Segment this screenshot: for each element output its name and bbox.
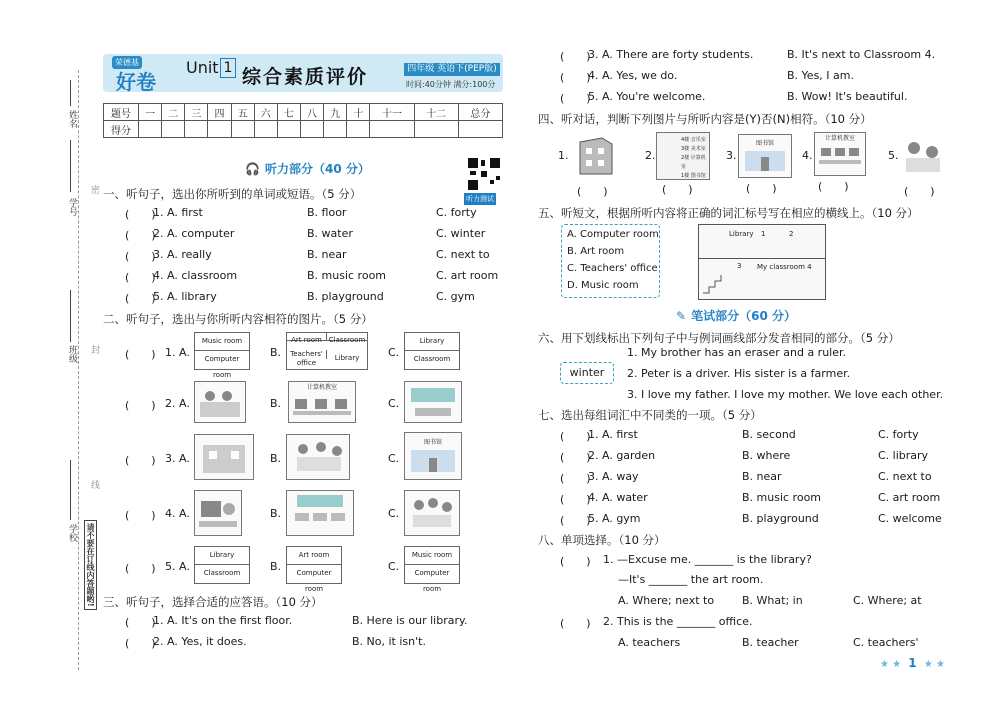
pic-label: Library <box>195 547 249 565</box>
score-value-row <box>104 121 503 138</box>
s3-answer-paren[interactable]: ( ) <box>125 616 156 629</box>
s7-answer-paren[interactable]: ( ) <box>560 430 591 443</box>
time-info: 时间:40分钟 满分:100分 <box>406 80 496 89</box>
s7-option-b: B. where <box>742 449 791 462</box>
s7-answer-paren[interactable]: ( ) <box>560 451 591 464</box>
pic-label: 3楼 美术室 <box>681 146 706 152</box>
s5-option: C. Teachers' office <box>567 263 658 274</box>
score-header-cell: 七 <box>277 104 300 121</box>
pic-label: Computer room <box>296 569 332 593</box>
s5-option: D. Music room <box>567 280 639 291</box>
s4-num-5: 5. <box>888 149 899 162</box>
s2-q4-c: C. <box>388 507 400 520</box>
s1-option-b: B. water <box>307 227 353 240</box>
s3-answer-paren[interactable]: ( ) <box>125 637 156 650</box>
s5-option: A. Computer room <box>567 229 659 240</box>
page-title: 综合素质评价 <box>242 66 369 88</box>
score-input-cell[interactable] <box>231 121 254 138</box>
s7-option-c: C. art room <box>878 491 941 504</box>
pic-label: Classroom <box>203 569 241 577</box>
s7-option-c: C. welcome <box>878 512 942 525</box>
name-line <box>70 80 72 106</box>
listening-title-wrap <box>245 158 370 177</box>
s2-q2-b: B. <box>270 397 282 410</box>
s3-option-b: B. Wow! It's beautiful. <box>787 90 908 103</box>
s1-option-c: C. next to <box>436 248 490 261</box>
s3-option-a: 4. A. Yes, we do. <box>588 69 678 82</box>
section7-title: 七、选出每组词汇中不同类的一项。（5 分） <box>538 408 762 422</box>
s8-q1-opt-c: C. Where; at <box>853 594 922 607</box>
s2-q4-pic-a-student-computer-icon <box>194 490 242 536</box>
s3-option-a: 1. A. It's on the first floor. <box>153 614 293 627</box>
writing-title: 笔试部分（60 分） <box>691 309 797 323</box>
s6-example-word: winter <box>560 362 614 384</box>
s2-q2-pic-a-students-icon <box>194 381 246 423</box>
score-input-cell[interactable] <box>300 121 323 138</box>
s4-num-3: 3. <box>726 149 737 162</box>
pic-label: Music room <box>195 333 249 351</box>
page-number-wrap <box>880 656 945 670</box>
s7-option-a: 3. A. way <box>588 470 639 483</box>
s7-option-c: C. next to <box>878 470 932 483</box>
score-input-cell[interactable] <box>370 121 414 138</box>
warning-text: 请不要在订线内答题哟! <box>84 520 97 610</box>
s7-option-a: 5. A. gym <box>588 512 641 525</box>
s2-q4-pic-b-classroom-icon <box>286 490 354 536</box>
s4-num-2: 2. <box>645 149 656 162</box>
s3-answer-paren[interactable]: ( ) <box>560 71 591 84</box>
s7-answer-paren[interactable]: ( ) <box>560 472 591 485</box>
pic-label: Classroom <box>413 355 451 363</box>
s3-option-b: B. Yes, I am. <box>787 69 854 82</box>
unit-number: 1 <box>220 58 236 78</box>
s7-option-b: B. playground <box>742 512 819 525</box>
pic-label: 图书馆 <box>423 439 442 446</box>
s8-q1-opt-a: A. Where; next to <box>618 594 715 607</box>
s2-q3-num: 3. A. <box>165 452 190 465</box>
pic-label: 4楼 音乐室 <box>681 137 706 143</box>
s7-option-a: 2. A. garden <box>588 449 656 462</box>
s4-pic2-building-floors-icon <box>656 132 710 180</box>
s4-pic1-office-building-icon <box>572 134 620 178</box>
s1-answer-paren[interactable]: ( ) <box>125 208 156 221</box>
s8-q2-opt-c: C. teachers' <box>853 636 919 649</box>
pic-label: 计算机教室 <box>306 384 337 391</box>
s1-option-b: B. floor <box>307 206 347 219</box>
brand-name: 好卷 <box>116 70 156 94</box>
section4-title: 四、听对话，判断下列图片与所听内容是(Y)否(N)相符。（10 分） <box>538 112 872 126</box>
s3-option-a: 3. A. There are forty students. <box>588 48 754 61</box>
s7-option-b: B. music room <box>742 491 822 504</box>
diagram-label-2: 2 <box>789 230 794 238</box>
section6-title: 六、用下划线标出下列句子中与例词画线部分发音相同的部分。（5 分） <box>538 331 900 345</box>
s4-num-4: 4. <box>802 149 813 162</box>
qr-code-icon[interactable] <box>466 156 502 192</box>
binding-sidebar <box>0 0 100 711</box>
s2-q3-pic-b-playground-icon <box>286 434 350 480</box>
s7-answer-paren[interactable]: ( ) <box>560 514 591 527</box>
brand-top: 荣德基 <box>112 56 142 69</box>
s6-item-2: 2. Peter is a driver. His sister is a farmer. <box>627 367 851 380</box>
section3-title: 三、听句子，选择合适的应答语。（10 分） <box>103 595 323 609</box>
section8-title: 八、单项选择。（10 分） <box>538 533 666 547</box>
s8-q1-paren[interactable]: ( ) <box>560 555 591 568</box>
pic-label: Computer room <box>414 569 450 593</box>
score-input-cell[interactable] <box>162 121 185 138</box>
s3-option-b: B. No, it isn't. <box>352 635 426 648</box>
listening-title: 听力部分（40 分） <box>265 162 370 176</box>
score-header-cell: 十一 <box>370 104 414 121</box>
page-number: 1 <box>908 656 917 670</box>
pic-label: Music room <box>405 547 459 565</box>
pic-label: 2楼 计算机室 <box>681 155 706 170</box>
s7-option-a: 1. A. first <box>588 428 638 441</box>
s3-answer-paren[interactable]: ( ) <box>560 50 591 63</box>
s4-pic4-computer-room-icon <box>814 132 866 176</box>
s1-answer-paren[interactable]: ( ) <box>125 271 156 284</box>
score-header-cell: 一 <box>139 104 162 121</box>
score-header-cell: 总分 <box>458 104 502 121</box>
s8-q1-line2: —It's _______ the art room. <box>618 573 764 586</box>
score-input-cell[interactable] <box>458 121 502 138</box>
s2-q5-num: 5. A. <box>165 560 190 573</box>
s4-pic3-library-icon <box>738 134 792 178</box>
section2-title: 二、听句子，选出与你所听内容相符的图片。（5 分） <box>103 312 373 326</box>
s7-answer-paren[interactable]: ( ) <box>560 493 591 506</box>
s7-option-b: B. near <box>742 470 782 483</box>
s2-q5-pic-a <box>194 546 250 584</box>
s1-option-b: B. music room <box>307 269 387 282</box>
pic-label: Teachers' office <box>287 350 327 360</box>
pic-label: Library <box>405 333 459 351</box>
class-label: 班级 <box>67 345 77 363</box>
s2-q5-paren[interactable]: ( ) <box>125 562 156 575</box>
s2-q3-pic-c-library-icon <box>404 432 462 480</box>
s2-q2-c: C. <box>388 397 400 410</box>
diagram-label-3: 3 <box>737 262 742 270</box>
s1-option-a: 1. A. first <box>153 206 203 219</box>
stairs-icon <box>701 265 725 295</box>
headphone-icon: 🎧 <box>245 162 260 176</box>
s1-answer-paren[interactable]: ( ) <box>125 250 156 263</box>
s1-option-a: 5. A. library <box>153 290 217 303</box>
s8-q2-paren[interactable]: ( ) <box>560 617 591 630</box>
score-label-cell: 得分 <box>104 121 139 138</box>
score-header-cell: 题号 <box>104 104 139 121</box>
s2-q4-b: B. <box>270 507 282 520</box>
score-input-cell[interactable] <box>414 121 458 138</box>
pencil-icon: ✎ <box>676 309 687 323</box>
s5-options-box <box>561 224 660 298</box>
s4-pic5-children-icon <box>900 134 946 178</box>
star-icon: ★ ★ <box>923 659 945 670</box>
score-input-cell[interactable] <box>208 121 231 138</box>
s2-q1-pic-c <box>404 332 460 370</box>
s2-q4-paren[interactable]: ( ) <box>125 509 156 522</box>
s5-building-diagram <box>698 224 826 300</box>
diagram-label-library: Library <box>729 230 754 238</box>
school-line <box>70 460 72 520</box>
s2-q2-num: 2. A. <box>165 397 190 410</box>
pic-label: Classroom <box>327 333 367 341</box>
unit-label: Unit <box>186 58 219 77</box>
s3-answer-paren[interactable]: ( ) <box>560 92 591 105</box>
s1-option-c: C. art room <box>436 269 499 282</box>
binding-line <box>78 70 80 670</box>
name-label: 姓名 <box>67 110 77 128</box>
s8-q2-opt-a: A. teachers <box>618 636 681 649</box>
score-input-cell[interactable] <box>139 121 162 138</box>
s6-item-1: 1. My brother has an eraser and a ruler. <box>627 346 847 359</box>
pic-label: 图书馆 <box>755 140 774 147</box>
s8-q2-opt-b: B. teacher <box>742 636 799 649</box>
s8-q1-line1: 1. —Excuse me. _______ is the library? <box>603 553 812 566</box>
s2-q3-c: C. <box>388 452 400 465</box>
pic-label: 1楼 图书馆 <box>681 173 706 179</box>
score-header-cell: 二 <box>162 104 185 121</box>
s2-q5-c: C. <box>388 560 400 573</box>
score-header-cell: 十二 <box>414 104 458 121</box>
score-header-cell: 四 <box>208 104 231 121</box>
qr-label: 听力测试 <box>466 195 494 203</box>
score-header-cell: 三 <box>185 104 208 121</box>
score-header-cell: 五 <box>231 104 254 121</box>
s2-q3-paren[interactable]: ( ) <box>125 454 156 467</box>
score-header-cell: 六 <box>254 104 277 121</box>
pic-label: Computer room <box>204 355 240 379</box>
s4-pic2-labels <box>657 133 709 181</box>
s2-q1-c: C. <box>388 346 400 359</box>
s3-option-b: B. Here is our library. <box>352 614 468 627</box>
score-input-cell[interactable] <box>254 121 277 138</box>
seal-mark-2: 封 <box>89 345 99 354</box>
s2-q5-b: B. <box>270 560 282 573</box>
s2-q3-b: B. <box>270 452 282 465</box>
writing-title-wrap <box>676 305 796 324</box>
s3-option-b: B. It's next to Classroom 4. <box>787 48 936 61</box>
school-label: 学校 <box>67 524 77 542</box>
s7-option-b: B. second <box>742 428 796 441</box>
score-input-cell[interactable] <box>324 121 347 138</box>
s2-q5-pic-b <box>286 546 342 593</box>
s7-option-a: 4. A. water <box>588 491 648 504</box>
s1-option-c: C. gym <box>436 290 475 303</box>
s5-option: B. Art room <box>567 246 625 257</box>
s2-q2-paren[interactable]: ( ) <box>125 399 156 412</box>
seal-mark-1: 密 <box>89 185 99 194</box>
s2-q2-pic-c-classroom-icon <box>404 381 462 423</box>
floor-divider <box>699 258 825 259</box>
score-input-cell[interactable] <box>347 121 370 138</box>
student-id-label: 学号 <box>67 198 77 216</box>
id-line <box>70 140 72 192</box>
s2-q1-num: 1. A. <box>165 346 190 359</box>
s2-q1-b: B. <box>270 346 282 359</box>
s1-answer-paren[interactable]: ( ) <box>125 292 156 305</box>
s3-option-a: 5. A. You're welcome. <box>588 90 706 103</box>
s1-option-b: B. playground <box>307 290 384 303</box>
s1-option-a: 2. A. computer <box>153 227 235 240</box>
s2-q4-num: 4. A. <box>165 507 190 520</box>
score-header-row <box>104 104 503 121</box>
pic-label: Art room <box>287 333 327 341</box>
s8-q1-opt-b: B. What; in <box>742 594 803 607</box>
s2-q1-pic-a <box>194 332 250 379</box>
s4-paren-4[interactable]: ( ) <box>818 180 849 193</box>
s7-option-c: C. forty <box>878 428 919 441</box>
s8-q2-line1: 2. This is the _______ office. <box>603 615 753 628</box>
star-icon: ★ ★ <box>880 659 902 670</box>
class-line <box>70 290 72 342</box>
seal-mark-3: 线 <box>89 480 99 489</box>
s2-q5-pic-c <box>404 546 460 593</box>
s1-option-c: C. forty <box>436 206 477 219</box>
pic-label: Library <box>334 353 360 362</box>
score-header-cell: 九 <box>324 104 347 121</box>
s6-item-3: 3. I love my father. I love my mother. We love each other. <box>627 388 944 401</box>
s2-q3-pic-a-building-icon <box>194 434 254 480</box>
brand-logo <box>106 56 156 94</box>
section5-title: 五、听短文，根据所听内容将正确的词汇标号写在相应的横线上。（10 分） <box>538 206 919 220</box>
s1-answer-paren[interactable]: ( ) <box>125 229 156 242</box>
pic-label: 计算机教室 <box>824 135 855 142</box>
s2-q1-paren[interactable]: ( ) <box>125 348 156 361</box>
score-input-cell[interactable] <box>277 121 300 138</box>
s1-option-c: C. winter <box>436 227 486 240</box>
s3-option-a: 2. A. Yes, it does. <box>153 635 247 648</box>
grade-badge: 四年级 英语下(PEP版) <box>404 63 500 76</box>
s2-q1-pic-b <box>286 332 368 370</box>
diagram-label-classroom4: My classroom 4 <box>757 263 812 271</box>
score-header-cell: 十 <box>347 104 370 121</box>
s2-q2-pic-b-computer-room-icon <box>288 381 356 423</box>
s7-option-c: C. library <box>878 449 929 462</box>
s1-option-b: B. near <box>307 248 347 261</box>
score-header-cell: 八 <box>300 104 323 121</box>
s4-paren-3[interactable]: ( ) <box>746 182 777 195</box>
section1-title: 一、听句子，选出你所听到的单词或短语。（5 分） <box>103 187 362 201</box>
s2-q4-pic-c-children-icon <box>404 490 460 536</box>
s4-paren-5[interactable]: ( ) <box>904 185 935 198</box>
diagram-label-1: 1 <box>761 230 766 238</box>
score-input-cell[interactable] <box>185 121 208 138</box>
score-table <box>103 103 503 138</box>
s1-option-a: 4. A. classroom <box>153 269 238 282</box>
s4-paren-1[interactable]: ( ) <box>577 185 608 198</box>
s4-paren-2[interactable]: ( ) <box>662 183 693 196</box>
pic-label: Art room <box>287 547 341 565</box>
s1-option-a: 3. A. really <box>153 248 212 261</box>
s4-num-1: 1. <box>558 149 569 162</box>
